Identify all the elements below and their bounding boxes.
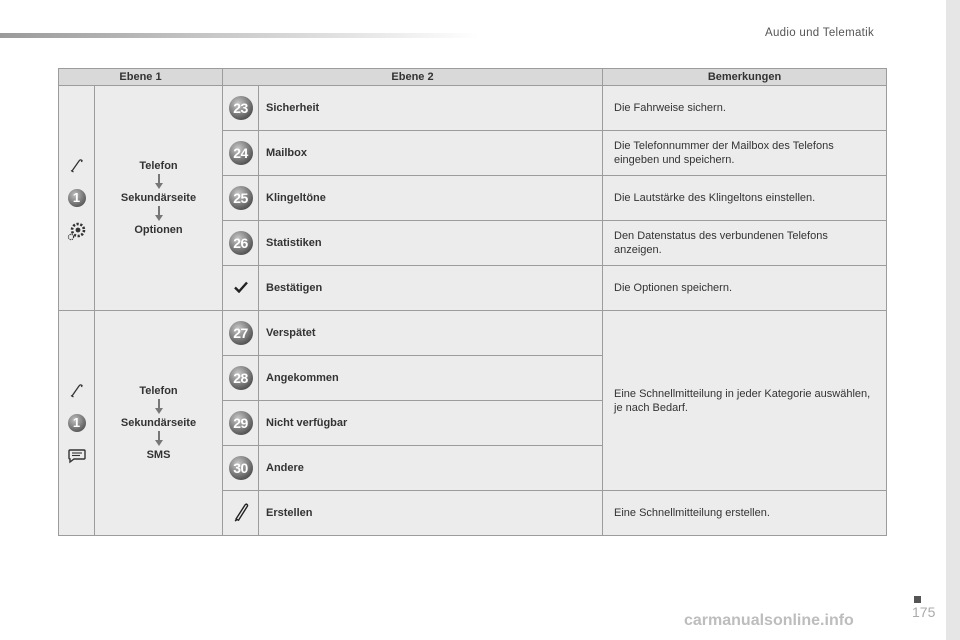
page-marker	[914, 596, 921, 603]
badge-cell	[223, 221, 259, 266]
badge-cell	[223, 86, 259, 131]
badge-cell	[223, 356, 259, 401]
step-badge: 25	[229, 186, 253, 210]
badge-cell	[223, 131, 259, 176]
row-remark: Eine Schnellmitteilung erstellen.	[603, 491, 887, 536]
arrow-down-icon	[154, 206, 164, 222]
step-badge: 28	[229, 366, 253, 390]
row-label: Mailbox	[259, 131, 603, 176]
row-remark: Die Telefonnummer der Mailbox des Telefons eingeben und speichern.	[603, 131, 887, 176]
badge-cell	[223, 491, 259, 536]
step-badge: 24	[229, 141, 253, 165]
level-number-badge: 1	[68, 414, 86, 432]
row-remark: Die Lautstärke des Klingeltons einstellen.	[603, 176, 887, 221]
step-badge: 29	[229, 411, 253, 435]
step-badge: 26	[229, 231, 253, 255]
pen-icon	[233, 502, 249, 522]
phone-icon	[66, 155, 88, 175]
path-optionen: Optionen	[134, 224, 183, 236]
arrow-down-icon	[154, 431, 164, 447]
path-sekundaerseite: Sekundärseite	[120, 192, 197, 204]
header-ebene-2: Ebene 2	[223, 69, 603, 86]
arrow-down-icon	[154, 399, 164, 415]
level1-path-cell	[95, 311, 223, 536]
badge-cell	[223, 446, 259, 491]
header-bemerkungen: Bemerkungen	[603, 69, 887, 86]
badge-cell	[223, 311, 259, 356]
row-label: Sicherheit	[259, 86, 603, 131]
row-label: Bestätigen	[259, 266, 603, 311]
row-label: Statistiken	[259, 221, 603, 266]
row-remark: Eine Schnellmitteilung in jeder Kategorie auswählen, je nach Bedarf.	[603, 311, 887, 491]
watermark: carmanualsonline.info	[684, 612, 854, 629]
path-telefon: Telefon	[139, 160, 178, 172]
level1-icons-cell	[59, 311, 95, 536]
table-row	[59, 86, 887, 131]
level1-icons-cell	[59, 86, 95, 311]
badge-cell	[223, 266, 259, 311]
phone-icon	[66, 380, 88, 400]
checkmark-icon	[234, 281, 248, 293]
table-row	[59, 311, 887, 356]
page-edge-strip	[946, 0, 960, 640]
arrow-down-icon	[154, 174, 164, 190]
table-header-row	[59, 69, 887, 86]
row-label: Klingeltöne	[259, 176, 603, 221]
step-badge: 23	[229, 96, 253, 120]
row-remark: Die Optionen speichern.	[603, 266, 887, 311]
path-sms: SMS	[146, 449, 171, 461]
step-badge: 27	[229, 321, 253, 345]
badge-cell	[223, 176, 259, 221]
row-remark: Die Fahrweise sichern.	[603, 86, 887, 131]
level-number-badge: 1	[68, 189, 86, 207]
header-gradient-bar	[0, 33, 480, 38]
sms-icon	[66, 446, 88, 466]
menu-table	[58, 68, 887, 536]
row-label: Verspätet	[259, 311, 603, 356]
row-label: Andere	[259, 446, 603, 491]
level1-path-cell	[95, 86, 223, 311]
row-label: Erstellen	[259, 491, 603, 536]
row-remark: Den Datenstatus des verbundenen Telefons anzeigen.	[603, 221, 887, 266]
page-number: 175	[912, 604, 936, 620]
step-badge: 30	[229, 456, 253, 480]
settings-icon	[66, 221, 88, 241]
path-telefon: Telefon	[139, 385, 178, 397]
row-label: Nicht verfügbar	[259, 401, 603, 446]
row-label: Angekommen	[259, 356, 603, 401]
section-title: Audio und Telematik	[765, 27, 875, 39]
path-sekundaerseite: Sekundärseite	[120, 417, 197, 429]
header-ebene-1: Ebene 1	[59, 69, 223, 86]
badge-cell	[223, 401, 259, 446]
